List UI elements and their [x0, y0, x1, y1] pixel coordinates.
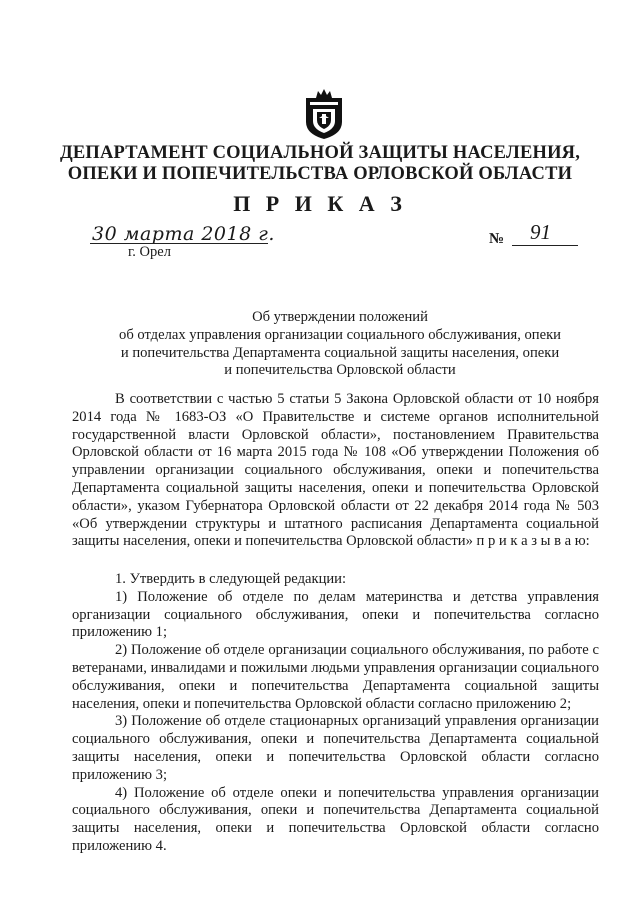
department-name-line1: ДЕПАРТАМЕНТ СОЦИАЛЬНОЙ ЗАЩИТЫ НАСЕЛЕНИЯ, — [59, 143, 581, 163]
number-label: № — [489, 231, 505, 247]
title-line: об отделах управления организации социального обслуживания, опеки — [119, 326, 561, 343]
subitem-1: 1) Положение об отделе по делам материнства и детства управления организации социального обслуживания, опеки и попечительства согласно приложению 1; — [72, 588, 599, 641]
number-underline — [512, 245, 578, 246]
date-underline — [90, 243, 268, 244]
item-1: 1. Утвердить в следующей редакции: — [115, 571, 347, 587]
subitem-3: 3) Положение об отделе стационарных организаций управления организации социального обслуживания, опеки и попечительства Департамента социальной защиты населения, опеки и попечительства Орловской области согласно приложению 3; — [72, 713, 599, 783]
order-title — [0, 309, 640, 380]
order-items-block — [72, 571, 599, 856]
title-line: и попечительства Департамента социальной защиты населения, опеки — [120, 344, 560, 361]
handwritten-date: 30 марта 2018 г. — [92, 223, 275, 245]
document-type-heading: П Р И К А З — [233, 191, 407, 216]
department-name-line2: ОПЕКИ И ПОПЕЧИТЕЛЬСТВА ОРЛОВСКОЙ ОБЛАСТИ — [67, 164, 573, 184]
subitem-2: 2) Положение об отделе организации социального обслуживания, по работе с ветеранами, инвалидами и пожилыми людьми управления организации социального обслуживания, опеки и попечительства Департамента социальной защиты населения, опеки и попечительства Орловской области согласно приложению 2; — [72, 642, 599, 712]
preamble-paragraph: В соответствии с частью 5 статьи 5 Закона Орловской области от 10 ноября 2014 года № 1683-ОЗ «О Правительстве и системе органов исполнительной государственной власти Орловской области», постановлением Правительства Орловской области от 16 марта 2015 года № 108 «Об утверждении Положения об управлении организации социального обслуживания, опеки и попечительства Департамента социальной защиты населения, опеки и попечительства Орловской области», указом Губернатора Орловской области от 22 декабря 2014 года № 503 «Об утверждении структуры и штатного расписания Департамента социальной защиты населения, опеки и попечительства Орловской области» п р и к а з ы в а ю: — [72, 391, 599, 550]
coat-of-arms-emblem — [303, 88, 345, 140]
handwritten-number: 91 — [530, 220, 551, 244]
title-line: Об утверждении положений — [252, 309, 428, 325]
title-line: и попечительства Орловской области — [224, 362, 456, 379]
subitem-4: 4) Положение об отделе опеки и попечительства управления организации социального обслуживания, опеки и попечительства Департамента социальной защиты населения, опеки и попечительства Орловской области согласно приложению 4. — [72, 784, 599, 854]
preamble-block — [72, 391, 599, 551]
city-label: г. Орел — [128, 244, 171, 260]
